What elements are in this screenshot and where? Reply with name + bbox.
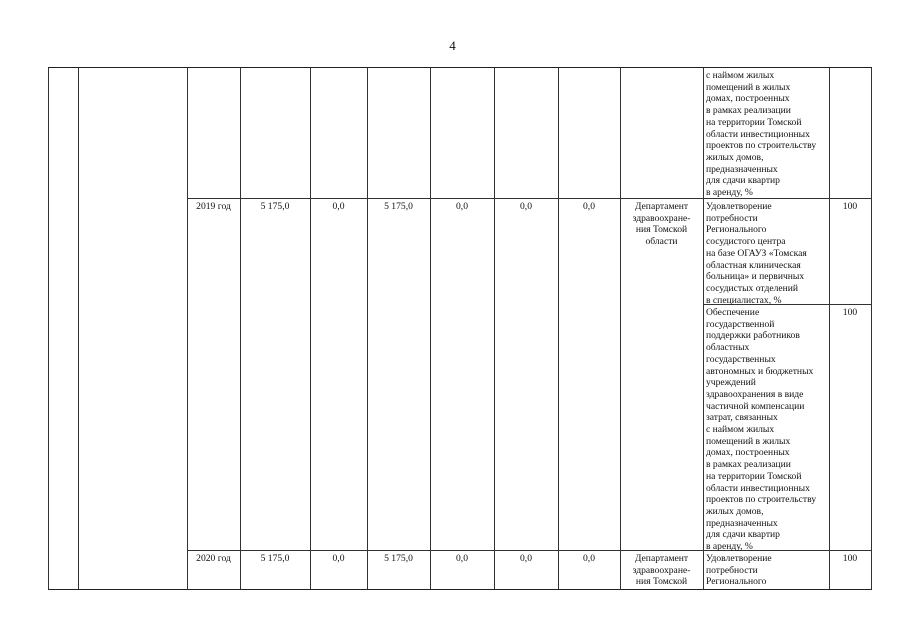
row-2020-indicator-1: Удовлетворение потребности Регионального [706, 553, 772, 588]
row-2019-indicator-1-value: 100 [842, 201, 858, 212]
carryover-indicator: с наймом жилых помещений в жилых домах, построенных в рамках реализации на территории Томской области инвестиционных проектов по строительству жилых домов, предназначенных для сдачи квартир в аренду, % [706, 70, 817, 199]
row-2020-value-2: 0,0 [332, 553, 345, 564]
row-2020-value-4: 0,0 [456, 553, 468, 564]
row-2020-value-1: 5 175,0 [260, 553, 290, 564]
row-2019-indicator-2-value: 100 [842, 307, 858, 318]
row-2020-value-3: 5 175,0 [384, 553, 413, 564]
row-2019-value-1: 5 175,0 [260, 201, 290, 212]
row-2019-indicator-1: Удовлетворение потребности Регионального сосудистого центра на базе ОГАУЗ «Томская областная клиническая больница» и первичных сосудистых отделений в специалистах, % [706, 201, 807, 306]
row-2019-year: 2019 год [196, 201, 231, 212]
row-2019-value-4: 0,0 [456, 201, 468, 212]
row-2019-value-5: 0,0 [520, 201, 532, 212]
row-2020-value-5: 0,0 [520, 553, 532, 564]
row-2019-value-6: 0,0 [583, 201, 595, 212]
row-2020-indicator-1-value: 100 [842, 553, 858, 564]
row-2019-indicator-2: Обеспечение государственной поддержки работников областных государственных автономных и бюджетных учреждений здравоохранения в виде частичной компенсации затрат, связанных с наймом жилых помещений в жилых домах, построенных в рамках реализации на территории Томской области инвестиционных проектов по строительству жилых домов, предназначенных для сдачи квартир в аренду, % [706, 307, 817, 553]
page-number: 4 [449, 38, 456, 53]
row-2019-value-3: 5 175,0 [384, 201, 413, 212]
budget-table [48, 67, 872, 590]
row-2020-department: Департамент здравоохране- ния Томской [632, 553, 691, 587]
row-2020-value-6: 0,0 [583, 553, 595, 564]
row-2019-value-2: 0,0 [332, 201, 345, 212]
row-2020-year: 2020 год [196, 553, 231, 564]
row-2019-department: Департамент здравоохране- ния Томской области [632, 201, 691, 247]
